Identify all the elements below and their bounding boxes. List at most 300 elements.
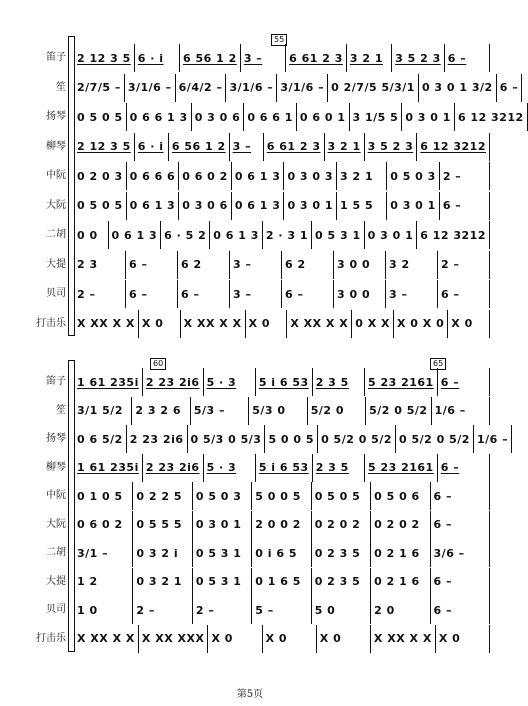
measure — [74, 74, 124, 102]
notation-text: 0 6 0 2 — [182, 169, 228, 183]
measure-group — [74, 133, 490, 161]
barline — [521, 74, 522, 102]
measure — [204, 368, 255, 396]
notation-text: 6 12 3212 — [420, 140, 486, 153]
notation-text: 3 – — [233, 258, 252, 271]
instrument-label: 扬琴 — [46, 433, 66, 444]
measure — [371, 482, 429, 510]
measure — [74, 397, 131, 425]
notation-text: 0 6 1 3 — [213, 228, 259, 242]
barline — [489, 44, 490, 72]
measure — [297, 103, 349, 131]
measure — [109, 221, 161, 249]
notation-text: 0 2 3 5 — [314, 546, 361, 560]
barline — [489, 221, 490, 249]
measure — [337, 192, 386, 220]
measure — [226, 74, 276, 102]
measure — [436, 625, 489, 653]
measure-group — [74, 310, 490, 338]
measure — [392, 44, 444, 72]
measure — [337, 162, 386, 190]
notation-text: 1 61 235i — [77, 375, 139, 389]
instrument-row — [0, 368, 500, 396]
measure — [192, 103, 244, 131]
page-number: 第5页 — [236, 689, 264, 700]
measure — [448, 310, 489, 338]
measure — [313, 368, 364, 396]
measure — [386, 280, 437, 308]
notation-text: 5 i 6 53 — [258, 375, 309, 389]
measure — [371, 539, 429, 567]
notation-text: 0 6 6 6 — [129, 169, 176, 183]
measure — [74, 251, 125, 279]
instrument-label: 中阮 — [46, 170, 66, 181]
instrument-label: 二胡 — [46, 229, 66, 240]
measure — [256, 454, 312, 482]
measure — [284, 162, 336, 190]
measure — [126, 280, 177, 308]
barline — [489, 133, 490, 161]
measure — [169, 133, 229, 161]
measure — [371, 625, 435, 653]
measure — [74, 44, 134, 72]
instrument-label: 柳琴 — [46, 461, 66, 473]
notation-text: 0 1 6 5 — [255, 575, 301, 588]
measure — [334, 280, 385, 308]
measure — [191, 397, 248, 425]
notation-text: 6 – — [499, 81, 519, 94]
measure — [139, 310, 180, 338]
notation-text: X XX X X — [183, 317, 242, 330]
measure — [350, 103, 402, 131]
notation-text: 3 – — [233, 287, 252, 301]
notation-text: 5 – — [255, 603, 274, 617]
measure — [232, 192, 284, 220]
notation-text: 0 i 6 5 — [255, 546, 297, 560]
notation-text: 0 2 1 6 — [374, 575, 420, 588]
notation-text: 6 56 1 2 — [183, 51, 237, 65]
measure — [474, 425, 511, 453]
instrument-label: 大阮 — [46, 518, 66, 530]
instrument-label: 二胡 — [46, 547, 66, 558]
measure — [366, 397, 430, 425]
instrument-row — [0, 221, 500, 249]
measure — [74, 280, 125, 308]
notation-text: 2 3 2 6 — [135, 404, 182, 417]
notation-text: 5/2 0 5/2 — [369, 404, 428, 417]
measure — [241, 44, 285, 72]
instrument-row — [0, 192, 500, 220]
measure — [208, 625, 261, 653]
notation-text: 2 0 0 2 — [255, 518, 301, 531]
notation-text: X 0 — [319, 632, 342, 645]
notation-text: 6 – — [181, 287, 200, 301]
notation-text: 6 – — [442, 199, 462, 212]
measure — [497, 74, 521, 102]
measure — [402, 103, 454, 131]
notation-text: 3 2 1 — [340, 169, 374, 183]
measure — [176, 74, 226, 102]
notation-text: 0 6 1 3 — [129, 199, 176, 212]
instrument-label: 中阮 — [46, 490, 66, 501]
measure — [265, 425, 317, 453]
score-system-2 — [0, 359, 509, 652]
notation-text: 1/6 – — [476, 432, 509, 446]
measure — [188, 425, 265, 453]
instrument-row — [0, 133, 500, 161]
notation-text: 0 5 5 5 — [136, 518, 183, 531]
score-system-1 — [0, 35, 524, 336]
measure-number-marker: 55 — [271, 34, 287, 46]
measure — [431, 539, 489, 567]
measure — [143, 368, 203, 396]
measure — [313, 454, 364, 482]
instrument-label: 打击乐 — [36, 317, 66, 329]
notation-text: 1/6 – — [434, 404, 466, 417]
notation-text: 0 3 0 6 — [194, 110, 241, 124]
measure — [334, 251, 385, 279]
notation-text: 3 0 0 — [337, 258, 371, 271]
notation-text: 0 5 0 6 — [374, 489, 420, 503]
notation-text: 6 2 — [285, 258, 306, 271]
notation-text: 0 6 0 2 — [77, 518, 123, 531]
measure — [74, 625, 138, 653]
measure — [143, 454, 203, 482]
notation-text: 3/6 – — [433, 546, 465, 560]
notation-text: X XX X X — [77, 317, 135, 330]
notation-text: 2 · 3 1 — [265, 228, 309, 242]
measure — [161, 221, 209, 249]
measure — [127, 103, 191, 131]
instrument-row — [0, 103, 524, 131]
measure — [365, 221, 417, 249]
measure — [455, 103, 527, 131]
instrument-label: 笙 — [56, 81, 66, 93]
measure-group — [74, 539, 490, 567]
measure — [244, 103, 296, 131]
notation-text: 6 – — [433, 489, 453, 503]
measure — [431, 511, 489, 539]
instrument-label: 贝司 — [46, 288, 66, 299]
notation-text: 6/4/2 – — [178, 81, 223, 94]
notation-text: 2 3 — [77, 258, 98, 271]
notation-text: 0 3 2 1 — [136, 575, 183, 588]
measure — [396, 425, 473, 453]
notation-text: 3 2 1 — [327, 140, 361, 153]
notation-text: 0 5 0 5 — [314, 489, 361, 503]
notation-text: X 0 — [141, 317, 164, 330]
measure — [74, 368, 142, 396]
notation-text: 5 0 — [314, 603, 336, 617]
instrument-row — [0, 539, 500, 567]
instrument-label: 贝司 — [46, 604, 66, 615]
barline — [489, 310, 490, 338]
measure-group — [74, 397, 490, 425]
notation-text: 3 2 1 — [349, 51, 383, 65]
measure — [74, 482, 132, 510]
measure — [230, 251, 281, 279]
measure — [178, 251, 229, 279]
notation-text: 5 i 6 53 — [258, 461, 309, 474]
instrument-row — [0, 310, 500, 338]
measure — [210, 221, 262, 249]
measure — [133, 596, 191, 624]
measure-number-marker-end: 65 — [430, 358, 446, 370]
notation-text: 0 3 2 i — [136, 546, 179, 560]
measure — [438, 280, 489, 308]
notation-text: 0 3 0 6 — [182, 199, 228, 212]
notation-text: 0 6 1 3 — [234, 169, 281, 183]
instrument-row — [0, 568, 500, 596]
measure — [193, 511, 251, 539]
instrument-label: 笛子 — [46, 52, 66, 63]
measure-group — [74, 511, 490, 539]
barline — [511, 425, 512, 453]
measure — [179, 192, 231, 220]
measure — [178, 280, 229, 308]
measure — [74, 454, 142, 482]
measure — [74, 596, 132, 624]
instrument-label: 大阮 — [46, 199, 66, 211]
instrument-row — [0, 162, 500, 190]
measure — [133, 539, 191, 567]
measure — [282, 280, 333, 308]
measure — [318, 425, 395, 453]
measure — [394, 310, 447, 338]
measure — [230, 280, 281, 308]
measure-group — [74, 454, 490, 482]
notation-text: 0 5/3 0 5/3 — [190, 432, 262, 446]
measure — [431, 482, 489, 510]
notation-text: 3 2 — [389, 258, 410, 271]
notation-text: 2 0 — [374, 603, 395, 617]
notation-text: 2 – — [442, 169, 462, 183]
instrument-label: 打击乐 — [36, 632, 66, 644]
notation-text: 3 5 2 3 — [367, 140, 414, 153]
notation-text: 0 5/2 0 5/2 — [321, 432, 393, 446]
notation-text: 0 2 0 2 — [374, 518, 420, 531]
measure — [417, 221, 489, 249]
measure — [252, 539, 310, 567]
notation-text: 3 5 2 3 — [395, 51, 441, 65]
barline — [489, 511, 490, 539]
notation-text: 5 0 0 5 — [255, 489, 301, 503]
measure — [365, 454, 437, 482]
barline — [489, 162, 490, 190]
measure — [125, 74, 175, 102]
notation-text: 0 5 0 5 — [77, 110, 123, 124]
notation-text: 0 5 0 5 — [77, 199, 123, 212]
barline — [489, 192, 490, 220]
instrument-row — [0, 44, 500, 72]
measure — [127, 425, 187, 453]
notation-text: 0 3 0 1 — [405, 110, 451, 124]
measure — [371, 596, 429, 624]
measure — [387, 162, 439, 190]
measure — [246, 310, 287, 338]
measure-group — [74, 482, 490, 510]
notation-text: 0 5 3 1 — [195, 575, 242, 588]
measure — [133, 568, 191, 596]
notation-text: 1 2 — [77, 575, 98, 588]
notation-text: 0 2 0 3 — [77, 169, 123, 183]
measure — [282, 251, 333, 279]
measure — [74, 192, 126, 220]
notation-text: 3/1 5/2 — [77, 404, 123, 417]
instrument-label: 笙 — [56, 404, 66, 416]
measure — [180, 44, 240, 72]
notation-text: 3/1/6 – — [229, 81, 274, 94]
notation-text: 3 0 0 — [337, 287, 371, 301]
measure — [440, 162, 489, 190]
measure — [193, 596, 251, 624]
measure-group — [74, 192, 490, 220]
measure — [431, 596, 489, 624]
measure — [284, 192, 336, 220]
notation-text: X XX X X — [290, 317, 349, 330]
barline — [489, 280, 490, 308]
measure — [438, 368, 489, 396]
measure — [417, 133, 489, 161]
measure — [277, 74, 327, 102]
notation-text: X XX X X — [373, 632, 432, 645]
measure — [286, 44, 346, 72]
barline — [489, 625, 490, 653]
measure — [74, 103, 126, 131]
notation-text: 6 – — [129, 258, 148, 271]
measure — [74, 221, 108, 249]
notation-text: 6 – — [285, 287, 304, 301]
notation-text: 2 12 3 5 — [77, 51, 131, 65]
notation-text: 0 0 — [77, 228, 98, 242]
notation-text: 2/7/5 – — [77, 81, 121, 94]
measure — [325, 133, 364, 161]
notation-text: 2 – — [77, 287, 96, 301]
measure — [193, 482, 251, 510]
measure — [74, 511, 132, 539]
notation-text: X XX X X — [77, 632, 135, 645]
notation-text: 0 6 1 3 — [234, 199, 281, 212]
notation-text: 6 56 1 2 — [171, 140, 226, 153]
barline — [489, 539, 490, 567]
measure-group — [74, 221, 490, 249]
instrument-label: 扬琴 — [46, 111, 66, 122]
notation-text: 5/2 0 — [310, 404, 344, 417]
measure — [74, 133, 134, 161]
barline — [489, 251, 490, 279]
measure — [252, 568, 310, 596]
notation-text: 6 · i — [137, 51, 164, 65]
notation-text: 3/1/6 – — [127, 81, 172, 94]
measure-group — [74, 425, 509, 453]
instrument-row — [0, 511, 500, 539]
measure — [308, 397, 365, 425]
notation-text: 2 3 5 — [315, 461, 349, 474]
barline — [489, 397, 490, 425]
notation-text: 0 3 0 1 3/2 — [421, 81, 493, 94]
measure-group — [74, 44, 490, 72]
notation-text: X 0 — [211, 632, 233, 645]
notation-text: 0 2 3 5 — [314, 575, 361, 588]
measure — [371, 511, 429, 539]
notation-text: 0 6 0 1 — [299, 110, 346, 124]
notation-text: 6 – — [440, 461, 460, 474]
barline — [489, 454, 490, 482]
notation-text: 0 5 0 3 — [195, 489, 242, 503]
measure-group — [74, 280, 490, 308]
notation-text: 0 5 3 1 — [315, 228, 361, 242]
measure — [74, 310, 138, 338]
measure — [312, 568, 370, 596]
notation-text: 6 61 2 3 — [266, 140, 321, 153]
notation-text: 5/3 0 — [252, 404, 286, 417]
notation-text: 6 – — [441, 287, 460, 301]
notation-text: 3/1 – — [77, 546, 109, 560]
measure-group — [74, 251, 490, 279]
notation-text: 0 2 1 6 — [374, 546, 420, 560]
measure — [312, 221, 364, 249]
measure — [263, 625, 316, 653]
measure — [127, 192, 179, 220]
measure-group — [74, 568, 490, 596]
measure — [263, 221, 311, 249]
instrument-row — [0, 425, 509, 453]
notation-text: 0 2/7/5 5/3/1 — [331, 81, 415, 94]
measure — [74, 425, 126, 453]
instrument-row — [0, 251, 500, 279]
notation-text: 6 – — [433, 575, 453, 588]
instrument-row — [0, 397, 500, 425]
instrument-row — [0, 482, 500, 510]
notation-text: 0 2 0 2 — [314, 518, 361, 531]
measure — [352, 310, 393, 338]
measure — [193, 539, 251, 567]
measure — [204, 454, 255, 482]
measure — [365, 133, 417, 161]
notation-text: 2 23 2i6 — [129, 432, 184, 446]
notation-text: 6 – — [129, 287, 148, 301]
notation-text: 5 · 3 — [206, 461, 237, 474]
notation-text: 3 – — [389, 287, 408, 301]
measure — [135, 133, 168, 161]
measure — [133, 482, 191, 510]
notation-text: 0 X X — [355, 317, 390, 330]
notation-text: X XX XXX — [141, 632, 205, 645]
notation-text: 3/1/6 – — [280, 81, 325, 94]
notation-text: 2 12 3 5 — [77, 140, 131, 153]
barline — [489, 596, 490, 624]
measure — [438, 454, 489, 482]
notation-text: 6 · i — [137, 140, 164, 153]
notation-text: 0 3 0 3 — [287, 169, 334, 183]
measure — [252, 482, 310, 510]
instrument-row — [0, 74, 519, 102]
notation-text: 2 – — [441, 258, 460, 271]
notation-text: X 0 — [438, 632, 461, 645]
barline — [489, 568, 490, 596]
measure-group — [74, 74, 519, 102]
notation-text: 0 6 1 3 — [111, 228, 158, 242]
measure — [312, 596, 370, 624]
measure — [387, 192, 439, 220]
notation-text: X 0 — [265, 632, 288, 645]
measure — [312, 539, 370, 567]
measure — [347, 44, 391, 72]
notation-text: 2 23 2i6 — [145, 461, 200, 474]
measure — [287, 310, 351, 338]
measure — [371, 568, 429, 596]
measure — [127, 162, 179, 190]
